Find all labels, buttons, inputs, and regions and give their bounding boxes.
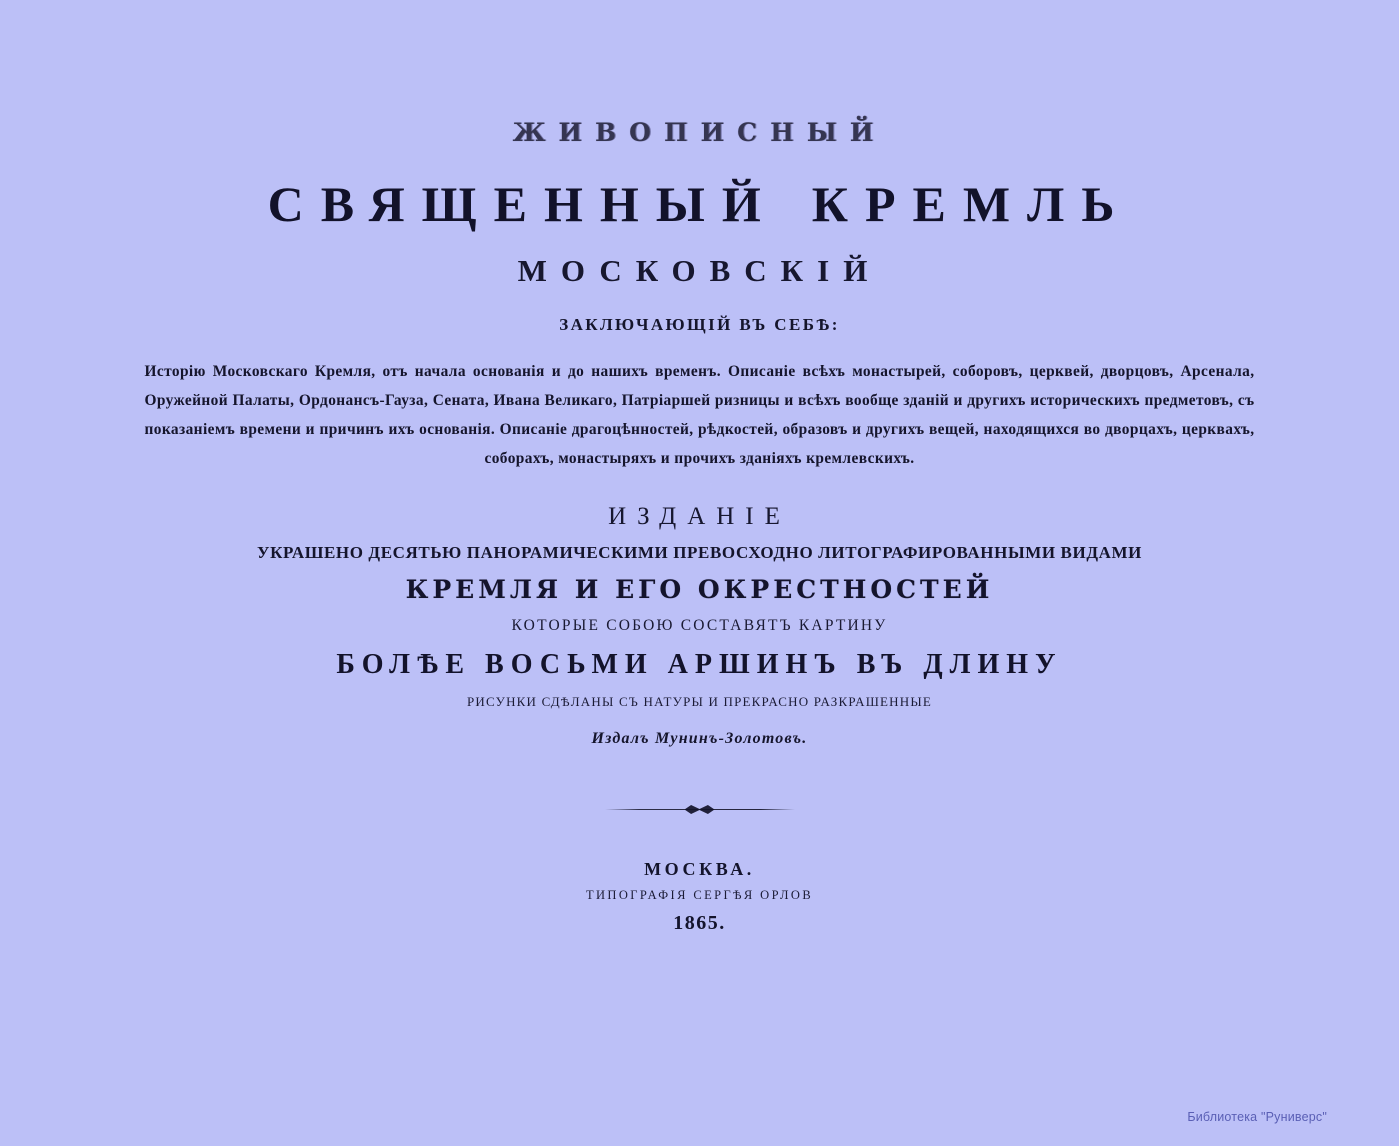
subtitle: МОСКОВСКІЙ	[517, 253, 882, 288]
imprint-city: МОСКВА.	[644, 859, 755, 879]
drawings-note-line: РИСУНКИ СДѢЛАНЫ СЪ НАТУРЫ И ПРЕКРАСНО РАЗКРАШЕННЫЕ	[466, 694, 933, 709]
main-title-word-2: КРЕМЛЬ	[811, 176, 1132, 232]
edition-label: ИЗДАНІЕ	[608, 503, 791, 530]
ornament-divider	[605, 803, 795, 817]
kremlin-views-line: КРЕМЛЯ И ЕГО ОКРЕСТНОСТЕЙ	[405, 575, 994, 604]
decorated-with-line: УКРАШЕНО ДЕСЯТЬЮ ПАНОРАМИЧЕСКИМИ ПРЕВОСХОДНО ЛИТОГРАФИРОВАННЫМИ ВИДАМИ	[257, 543, 1142, 562]
page-title	[0, 175, 1399, 233]
library-watermark: Библиотека "Руниверс"	[1187, 1110, 1327, 1124]
length-line: БОЛѢЕ ВОСЬМИ АРШИНЪ ВЪ ДЛИНУ	[336, 649, 1063, 680]
imprint-printer: ТИПОГРАФІЯ СЕРГѢЯ ОРЛОВ	[585, 888, 814, 902]
picture-composition-line: КОТОРЫЕ СОБОЮ СОСТАВЯТЪ КАРТИНУ	[511, 617, 888, 634]
main-title-word-1: СВЯЩЕННЫЙ	[267, 176, 778, 232]
title-page	[0, 118, 1399, 1146]
divider-knot-icon	[685, 805, 715, 814]
publisher-line: Издалъ Мунинъ-Золотовъ.	[591, 730, 808, 747]
description-paragraph: Исторію Московскаго Кремля, отъ начала основанія и до нашихъ временъ. Описаніе всѣхъ монастырей, соборовъ, церквей, дворцовъ, Арсенала, Оружейной Палаты, Ордонансъ-Гауза, Сената, Ивана Великаго, Патріаршей ризницы и всѣхъ вообще зданій и другихъ историческихъ предметовъ, съ показаніемъ времени и причинъ ихъ основанія. Описаніе драгоцѣнностей, рѣдкостей, образовъ и другихъ вещей, находящихся во дворцахъ, церквахъ, соборахъ, монастыряхъ и прочихъ зданіяхъ кремлевскихъ.	[144, 363, 1255, 467]
containing-label: ЗАКЛЮЧАЮЩІЙ ВЪ СЕБѢ:	[559, 315, 840, 334]
ornamental-title: ЖИВОПИСНЫЙ	[512, 118, 887, 147]
imprint-year: 1865.	[673, 912, 726, 934]
